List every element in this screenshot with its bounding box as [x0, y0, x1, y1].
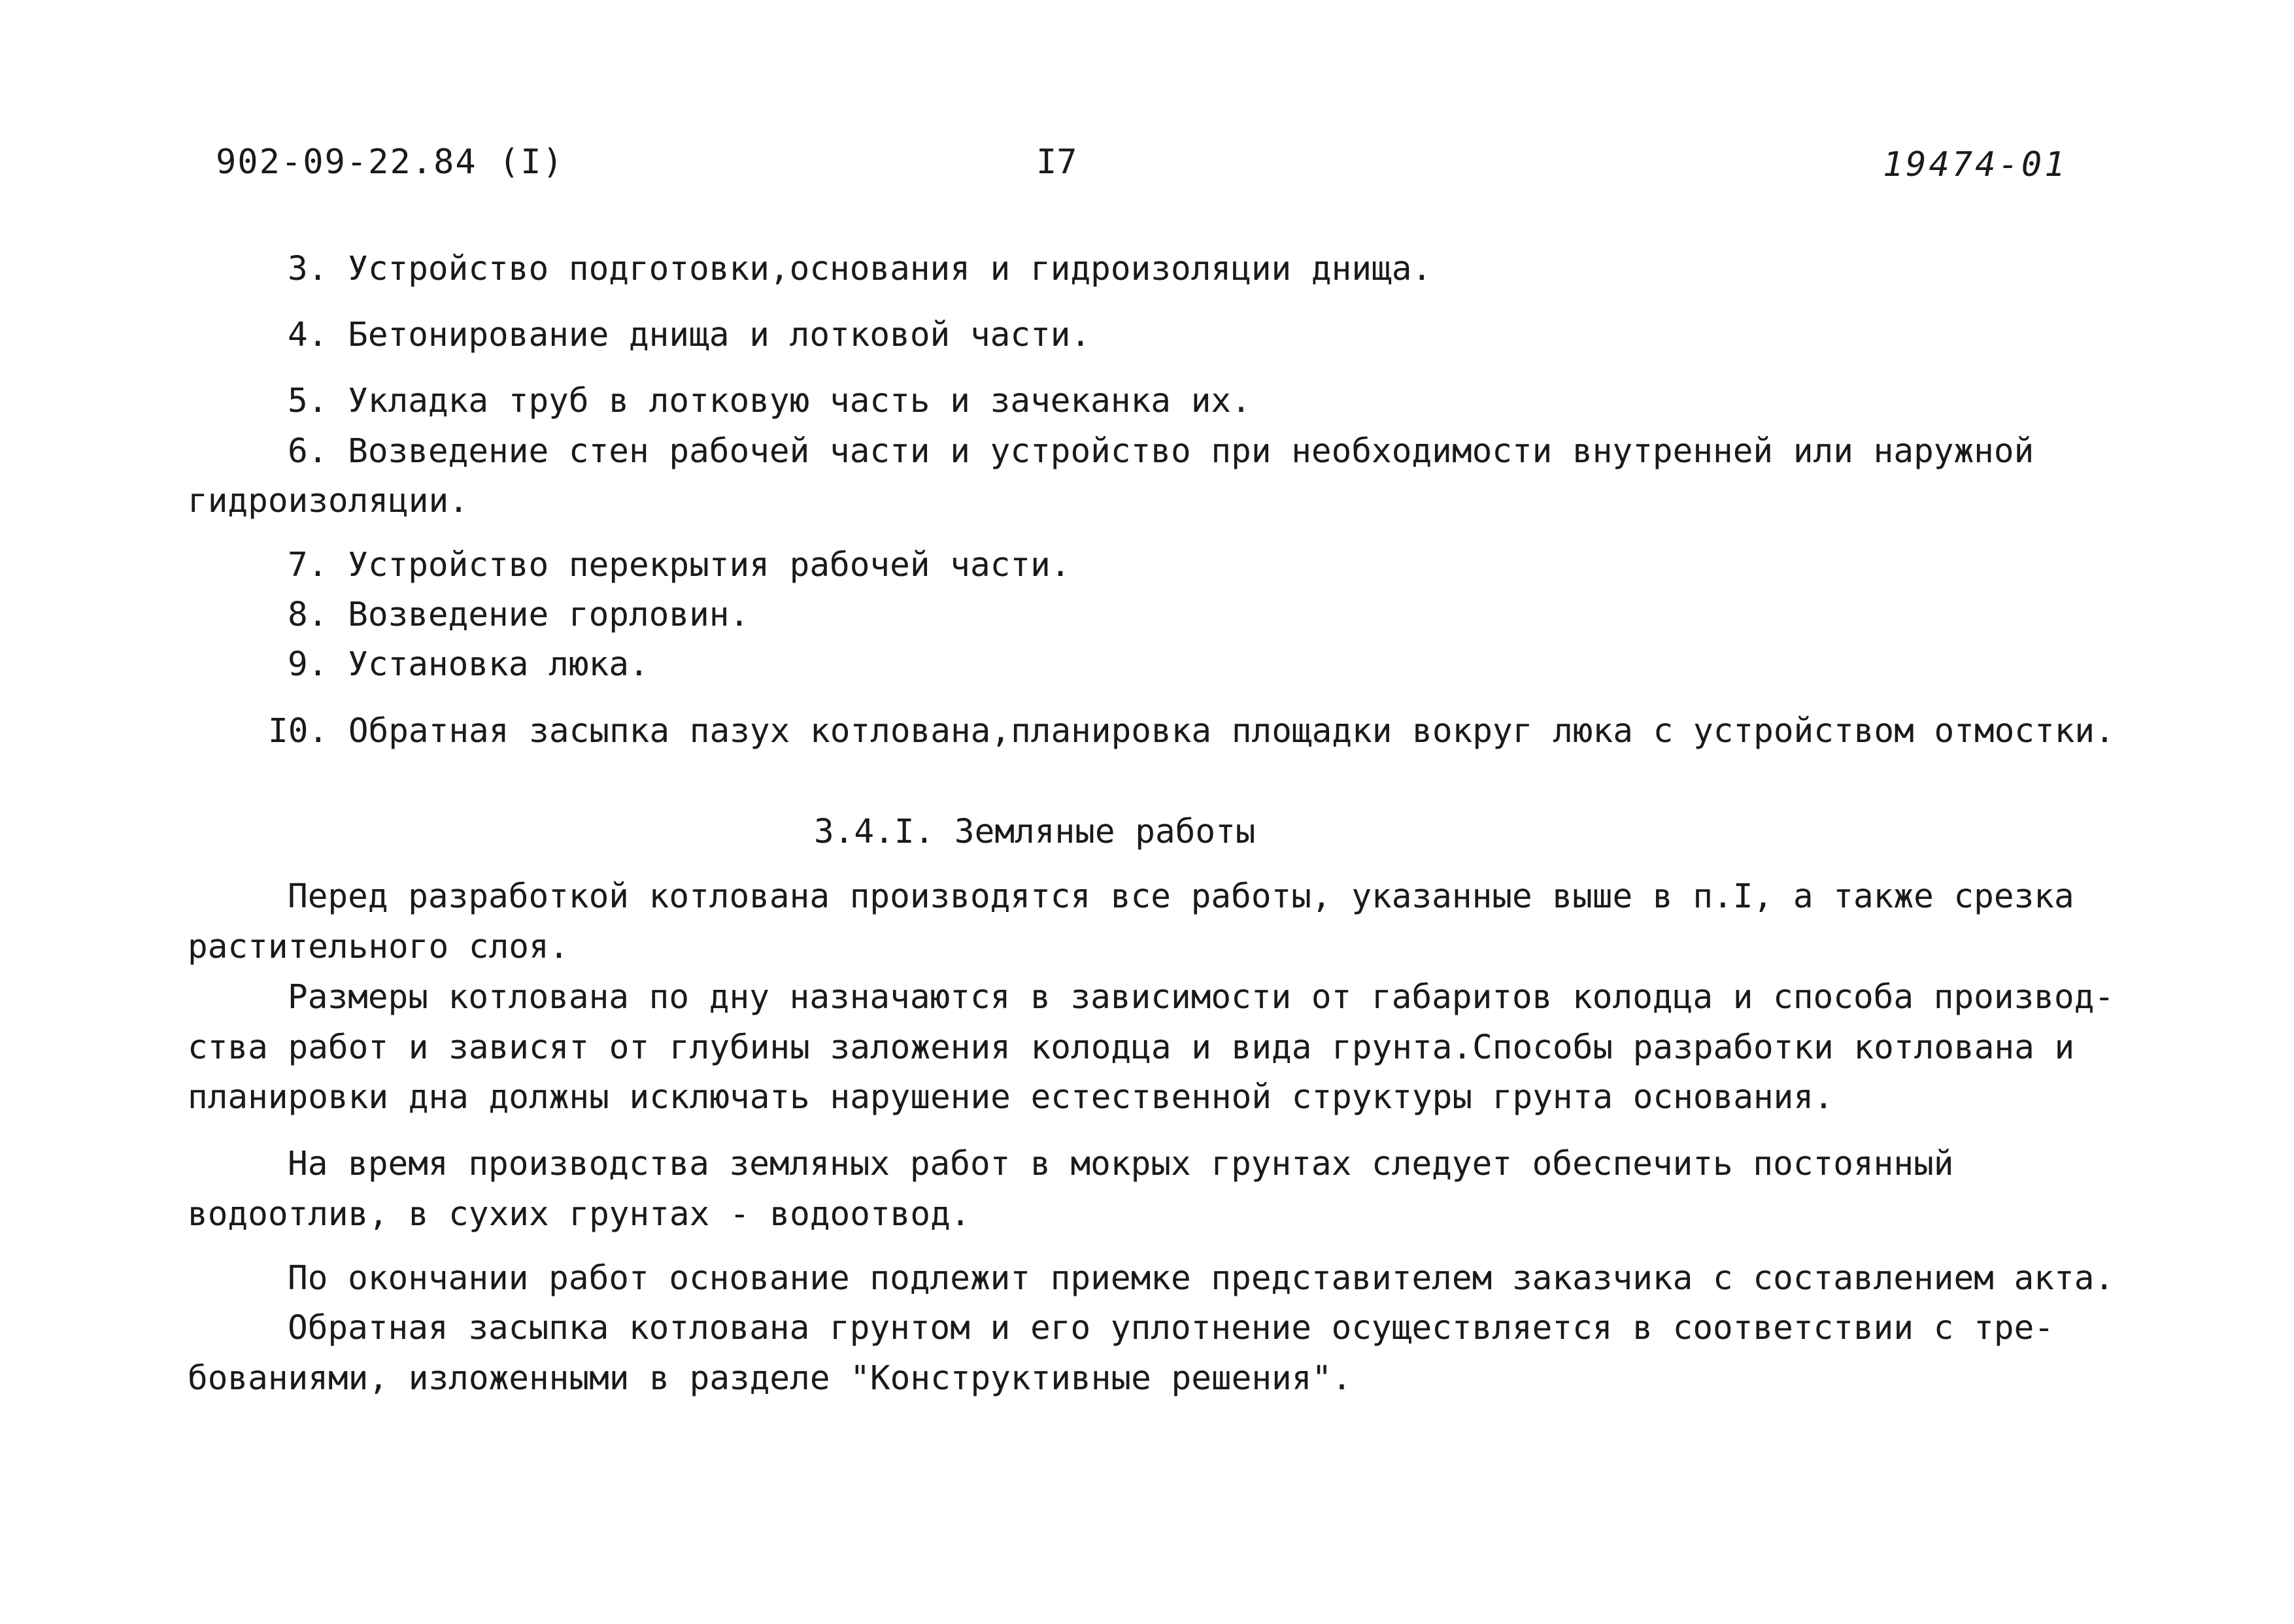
step-line: I0. Обратная засыпка пазух котлована,планировка площадки вокруг люка с устройством отмостки.	[268, 712, 2115, 751]
step-line-continuation: гидроизоляции.	[188, 482, 469, 520]
paragraph-line: ства работ и зависят от глубины заложения колодца и вида грунта.Способы разработки котлована и	[188, 1028, 2075, 1067]
paragraph-line: Перед разработкой котлована производятся все работы, указанные выше в п.I, а также срезка	[288, 877, 2074, 916]
step-line: 4. Бетонирование днища и лотковой части.	[288, 316, 1091, 354]
page-number: I7	[1036, 143, 1077, 182]
step-line: 8. Возведение горловин.	[288, 596, 750, 634]
paragraph-line: планировки дна должны исключать нарушение естественной структуры грунта основания.	[188, 1078, 1834, 1117]
step-line: 3. Устройство подготовки,основания и гидроизоляции днища.	[288, 250, 1432, 288]
paragraph-line: растительного слоя.	[188, 928, 569, 966]
inventory-number: 19474-01	[1883, 145, 2068, 184]
step-line: 5. Укладка труб в лотковую часть и зачеканка их.	[288, 382, 1251, 420]
document-code: 902-09-22.84 (I)	[216, 143, 564, 182]
step-line: 7. Устройство перекрытия рабочей части.	[288, 546, 1071, 584]
paragraph-line: Размеры котлована по дну назначаются в зависимости от габаритов колодца и способа производ-	[288, 978, 2115, 1017]
paragraph-line: водоотлив, в сухих грунтах - водоотвод.	[188, 1195, 971, 1234]
paragraph-line: бованиями, изложенными в разделе "Конструктивные решения".	[188, 1359, 1352, 1398]
step-line: 9. Установка люка.	[288, 645, 649, 684]
paragraph-line: На время производства земляных работ в мокрых грунтах следует обеспечить постоянный	[288, 1145, 1954, 1183]
step-line: 6. Возведение стен рабочей части и устройство при необходимости внутренней или наружной	[288, 432, 2034, 471]
paragraph-line: По окончании работ основание подлежит приемке представителем заказчика с составлением акта.	[288, 1259, 2115, 1298]
section-heading: 3.4.I. Земляные работы	[814, 813, 1256, 851]
paragraph-line: Обратная засыпка котлована грунтом и его уплотнение осуществляется в соответствии с тре-	[288, 1309, 2055, 1347]
